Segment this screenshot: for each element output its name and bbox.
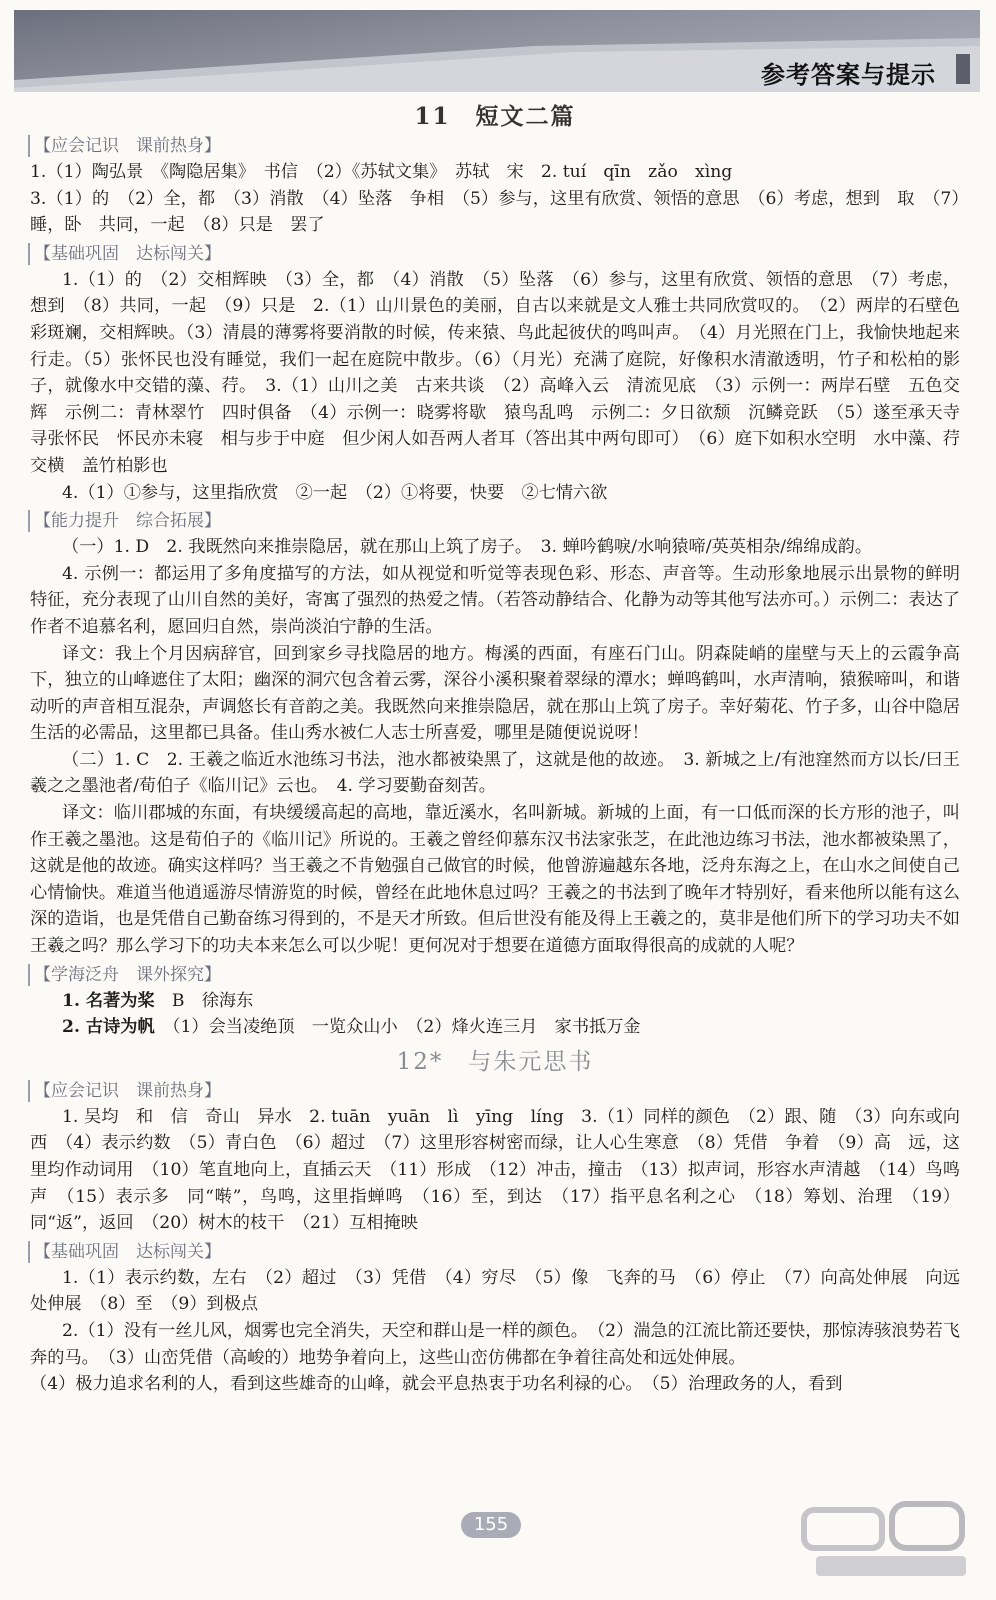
lesson12-s2-line2: 2.（1）没有一丝儿风，烟雾也完全消失，天空和群山是一样的颜色。 （2）湍急的江流比箭还要快，那惊涛骇浪势若飞奔的马。 （3）山峦凭借（高峻的）地势争着向上，这些山峦仿佛都在争着往高处和远处伸展。 bbox=[30, 1320, 960, 1368]
lesson11-s3-translation1: 译文：我上个月因病辞官，回到家乡寻找隐居的地方。梅溪的西面，有座石门山。阴森陡峭的崖壁与天上的云霞争高下，独立的山峰遮住了太阳；幽深的洞穴包含着云雾，深谷小溪积聚着翠绿的潭水；蝉鸣鹤叫，水声清响，猿猴啼叫，和谐动听的声音相互混杂，声调悠长有音韵之美。我既然向来推崇隐居，就在那山上筑了房子。幸好菊花、竹子多，山谷中隐居生活的必需品，这里都已具备。佳山秀水被仁人志士所喜爱，哪里是随便说说呀！ bbox=[30, 643, 960, 744]
watermark-logo bbox=[796, 1500, 972, 1580]
page-number: 155 bbox=[461, 1512, 521, 1538]
lesson11-section4-heading: 【学海泛舟 课外探究】 bbox=[28, 964, 960, 986]
lesson11-section2-heading: 【基础巩固 达标闯关】 bbox=[28, 243, 960, 265]
lesson12-s2-line3: （4）极力追求名利的人，看到这些雄奇的山峰，就会平息热衷于功名利禄的心。 （5）治理政务的人，看到 bbox=[30, 1374, 843, 1395]
s4-line2-text: （1）会当凌绝顶 一览众山小 （2）烽火连三月 家书抵万金 bbox=[154, 1017, 641, 1038]
lesson12-title: 12* 与朱元思书 bbox=[396, 1048, 594, 1075]
lesson11-s3-line2: 4. 示例一：都运用了多角度描写的方法，如从视觉和听觉等表现色彩、形态、声音等。生动形象地展示出景物的鲜明特征，充分表现了山川自然的美好，寄寓了强烈的热爱之情。（若答动静结合、化静为动等其他写法亦可。）示例二：表达了作者不追慕名利，愿回归自然，崇尚淡泊宁静的生活。 bbox=[30, 563, 960, 637]
lesson12-section2-heading: 【基础巩固 达标闯关】 bbox=[28, 1241, 960, 1263]
lesson11-s3-line4: （二）1. C 2. 王羲之临近水池练习书法，池水都被染黑了，这就是他的故迹。 3. 新城之上/有池窪然而方以长/曰王羲之之墨池者/荀伯子《临川记》云也。 4. 学习要勤奋刻苦。 bbox=[30, 749, 960, 797]
lesson12-s2-line1: 1.（1）表示约数，左右 （2）超过 （3）凭借 （4）穷尽 （5）像 飞奔的马 （6）停止 （7）向高处伸展 向远处伸展 （8）至 （9）到极点 bbox=[30, 1267, 960, 1315]
lesson11-s1-line2: 3.（1）的 （2）全，都 （3）消散 （4）坠落 争相 （5）参与，这里有欣赏、领悟的意思 （6）考虑，想到 取 （7）睡，卧 共同，一起 （8）只是 罢了 bbox=[30, 188, 960, 236]
lesson11-s4-line1 bbox=[30, 988, 960, 1015]
s4-line2-label: 2. 古诗为帆 bbox=[62, 1017, 155, 1038]
lesson11-section3-heading: 【能力提升 综合拓展】 bbox=[28, 510, 960, 532]
header-bar bbox=[956, 54, 970, 84]
lesson12-section1-heading: 【应会记识 课前热身】 bbox=[28, 1080, 960, 1102]
lesson11-s4-line2 bbox=[30, 1014, 960, 1041]
s4-line1-label: 1. 名著为桨 bbox=[62, 990, 155, 1011]
lesson11-s3-translation2: 译文：临川郡城的东面，有块缓缓高起的高地，靠近溪水，名叫新城。新城的上面，有一口低而深的长方形的池子，叫作王羲之墨池。这是荀伯子的《临川记》所说的。王羲之曾经仰慕东汉书法家张芝，在此池边练习书法，池水都被染黑了，这就是他的故迹。确实这样吗？当王羲之不肯勉强自己做官的时候，他曾游遍越东各地，泛舟东海之上，在山水之间使自己心情愉快。难道当他逍遥游尽情游览的时候，曾经在此地休息过吗？王羲之的书法到了晚年才特别好，看来他所以能有这么深的造诣，也是凭借自己勤奋练习得到的，不是天才所致。但后世没有能及得上王羲之的，莫非是他们所下的学习功夫不如王羲之吗？那么学习下的功夫本来怎么可以少呢！更何况对于想要在道德方面取得很高的成就的人呢？ bbox=[30, 803, 960, 957]
lesson11-title: 11 短文二篇 bbox=[414, 103, 576, 130]
page-header bbox=[14, 10, 980, 92]
lesson11-s2-line1: 1.（1）的 （2）交相辉映 （3）全，都 （4）消散 （5）坠落 （6）参与，这里有欣赏、领悟的意思 （7）考虑，想到 （8）共同，一起 （9）只是 2.（1）山川景色的美丽，自古以来就是文人雅士共同欣赏叹的。 （2）两岸的石壁色彩斑斓，交相辉映。（3）清晨的薄雾将要消散的时候，传来猿、鸟此起彼伏的鸣叫声。 （4）月光照在门上，我愉快地起来行走。（5）张怀民也没有睡觉，我们一起在庭院中散步。（6）（月光）充满了庭院，好像积水清澈透明，竹子和松柏的影子，就像水中交错的藻、荇。 3.（1）山川之美 古来共谈 （2）高峰入云 清流见底 （3）示例一：两岸石壁 五色交辉 示例二：青林翠竹 四时俱备 （4）示例一：晓雾将歇 猿鸟乱鸣 示例二：夕日欲颓 沉鳞竞跃 （5）遂至承天寺寻张怀民 怀民亦未寝 相与步于中庭 但少闲人如吾两人者耳（答出其中两句即可） （6）庭下如积水空明 水中藻、荇交横 盖竹柏影也 bbox=[30, 269, 960, 476]
lesson11-s1-line1: 1.（1）陶弘景 《陶隐居集》 书信 （2）《苏轼文集》 苏轼 宋 2. tuí qīn zǎo xìng bbox=[30, 162, 733, 182]
page-content bbox=[30, 96, 960, 1398]
lesson11-s2-line2: 4.（1）①参与，这里指欣赏 ②一起 （2）①将要，快要 ②七情六欲 bbox=[62, 482, 608, 503]
header-title: 参考答案与提示 bbox=[761, 61, 936, 89]
lesson11-s3-line1: （一）1. D 2. 我既然向来推崇隐居，就在那山上筑了房子。 3. 蝉吟鹤唳/水响猿啼/英英相杂/绵绵成韵。 bbox=[62, 537, 873, 558]
lesson12-s1-line1: 1. 吴均 和 信 奇山 异水 2. tuān yuān lì yīng líng 3.（1）同样的颜色 （2）跟、随 （3）向东或向西 （4）表示约数 （5）青白色 （6）超过 （7）这里形容树密而绿，让人心生寒意 （8）凭借 争着 （9）高 远，这里均作动词用 （10）笔直地向上，直插云天 （11）形成 （12）冲击，撞击 （13）拟声词，形容水声清越 （14）鸟鸣声 （15）表示多 同“啭”，鸟鸣，这里指蝉鸣 （16）至，到达 （17）指平息名利之心 （18）筹划、治理 （19）同“返”，返回 （20）树木的枝干 （21）互相掩映 bbox=[30, 1106, 960, 1234]
lesson11-section1-heading: 【应会记识 课前热身】 bbox=[28, 135, 960, 157]
s4-line1-text: B 徐海东 bbox=[154, 990, 254, 1011]
